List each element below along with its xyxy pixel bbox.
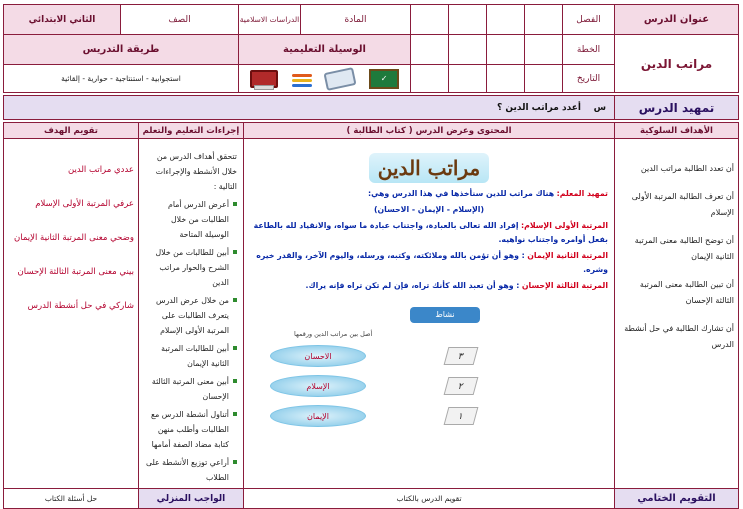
intro-prefix: س xyxy=(593,102,606,113)
book-icon xyxy=(250,70,278,88)
blackboard-icon: ✓ xyxy=(369,69,399,89)
activity-number: ٣ xyxy=(444,347,479,365)
level-1: المرتبة الأولى الإسلام: إفراد الله تعالى بالعبادة، واجتناب عبادة ما سواه، والانقياد لله بالطاعة بفعل أوامره واجتناب نواهيه. xyxy=(253,221,608,244)
lesson-plan xyxy=(4,4,739,504)
grade-label: الصف xyxy=(121,5,239,35)
lesson-title-value: مراتب الدين xyxy=(615,35,739,93)
plan-cell-1 xyxy=(525,35,563,65)
intro-question: أعدد مراتب الدين ؟ xyxy=(497,102,582,113)
evaluation-item: عددي مراتب الدين xyxy=(68,165,134,175)
level-2: المرتبة الثانية الإيمان : وهو أن تؤمن بالله وملائكته، وكتبه، ورسله، واليوم الآخر، والقدر خيره وشره. xyxy=(256,251,608,274)
procedure-item: أبين معنى المرتبة الثالثة الإحسان xyxy=(145,374,237,404)
date-label: التاريخ xyxy=(563,65,615,93)
plan-cell-2 xyxy=(487,35,525,65)
tablet-icon xyxy=(324,67,357,91)
header-table xyxy=(3,4,739,93)
level-3: المرتبة الثالثة الإحسان : وهو أن تعبد الله كأنك تراه، فإن لم تكن تراه فإنه يراك. xyxy=(305,281,608,290)
procedure-item: أبين للطالبات من خلال الشرح والحوار مراتب الدين xyxy=(145,245,237,290)
evaluation-item: شاركي في حل أنشطة الدرس xyxy=(27,301,134,311)
goal-item: أن توضح الطالبة معنى المرتبة الثانية الإيمان xyxy=(634,236,734,261)
goal-item: أن تعرف الطالبة المرتبة الأولى الإسلام xyxy=(631,192,734,217)
intro-label: تمهيد الدرس xyxy=(615,96,739,120)
intro-table xyxy=(3,95,739,120)
goals-cell xyxy=(615,139,739,489)
final-eval-label: التقويم الختامي xyxy=(615,489,739,509)
semester-cell-4 xyxy=(411,5,449,35)
teaching-aid-label: الوسيلة التعليمية xyxy=(239,35,411,65)
procedure-item: أبين للطالبات المرتبة الثانية الإيمان xyxy=(145,341,237,371)
homework-value: حل أسئلة الكتاب xyxy=(3,489,138,509)
semester-label: الفصل xyxy=(563,5,615,35)
main-table xyxy=(3,122,739,509)
content-header: المحتوى وعرض الدرس ( كتاب الطالبة ) xyxy=(243,123,614,139)
grade-value: الثاني الابتدائي xyxy=(4,5,121,35)
teaching-method-label: طريقة التدريس xyxy=(4,35,239,65)
evaluation-item: عرفي المرتبة الأولى الإسلام xyxy=(35,199,134,209)
evaluation-item: بيني معنى المرتبة الثالثة الإحسان xyxy=(17,267,134,277)
goal-item: أن تبين الطالبة معنى المرتبة الثالثة الإحسان xyxy=(639,280,734,305)
semester-cell-2 xyxy=(487,5,525,35)
date-cell-3 xyxy=(449,65,487,93)
procedures-header: إجراءات التعليم والتعلم xyxy=(138,123,243,139)
activity-label: نشاط xyxy=(410,307,480,323)
procedure-item: أراعي توزيع الأنشطة على الطلاب xyxy=(145,455,237,485)
procedures-cell xyxy=(138,139,243,489)
date-cell-2 xyxy=(487,65,525,93)
plan-cell-3 xyxy=(449,35,487,65)
procedures-list xyxy=(145,197,237,485)
lesson-title-label: عنوان الدرس xyxy=(615,5,739,35)
semester-cell-1 xyxy=(525,5,563,35)
date-cell-1 xyxy=(525,65,563,93)
evaluation-header: تقويم الهدف xyxy=(3,123,138,139)
goals-header: الأهداف السلوكية xyxy=(615,123,739,139)
subject-label: المادة xyxy=(301,5,411,35)
activity-oval: الإيمان xyxy=(270,405,366,427)
teaching-aids-icons xyxy=(239,65,411,93)
date-cell-4 xyxy=(411,65,449,93)
activity-oval: الاحسان xyxy=(270,345,366,367)
teacher-intro: تمهيد المعلم: هناك مراتب للدين سنأخذها في هذا الدرس وهي: xyxy=(367,189,608,198)
procedure-item: أعرض الدرس أمام الطالبات من خلال الوسيلة المتاحة xyxy=(145,197,237,242)
subject-value: الدراسات الاسلامية xyxy=(239,5,301,35)
plan-label: الخطة xyxy=(563,35,615,65)
intro-question-cell xyxy=(4,96,615,120)
semester-cell-3 xyxy=(449,5,487,35)
goal-item: أن تعدد الطالبة مراتب الدين xyxy=(640,164,734,173)
final-eval-value: تقويم الدرس بالكتاب xyxy=(243,489,614,509)
activity-number: ٢ xyxy=(444,377,479,395)
activity-oval: الإسلام xyxy=(270,375,366,397)
evaluation-item: وضحي معنى المرتبة الثانية الإيمان xyxy=(14,233,134,243)
procedure-item: أتناول أنشطة الدرس مع الطالبات وأطلب منهن كتابة مضاد الصفة أمامها xyxy=(145,407,237,452)
teaching-method-value: استجوابية - استنتاجية - حوارية - إلقائية xyxy=(4,65,239,93)
lesson-title-art: مراتب الدين xyxy=(369,153,489,183)
activity-instruction: أصل بين مراتب الدين ورقمها xyxy=(293,330,373,338)
procedures-intro: تتحقق أهداف الدرس من خلال الأنشطة والإجراءات التالية : xyxy=(155,152,237,191)
activity-box xyxy=(250,307,608,427)
homework-label: الواجب المنزلي xyxy=(138,489,243,509)
content-cell xyxy=(243,139,614,489)
goal-item: أن تشارك الطالبة في حل أنشطة الدرس xyxy=(624,324,734,349)
plan-cell-4 xyxy=(411,35,449,65)
pens-icon xyxy=(292,72,312,86)
procedure-item: من خلال عرض الدرس يتعرف الطالبات على المرتبة الأولى الإسلام xyxy=(145,293,237,338)
levels-list: (الإسلام - الإيمان - الاحسان) xyxy=(373,205,485,214)
activity-number: ١ xyxy=(444,407,479,425)
evaluation-cell xyxy=(3,139,138,489)
